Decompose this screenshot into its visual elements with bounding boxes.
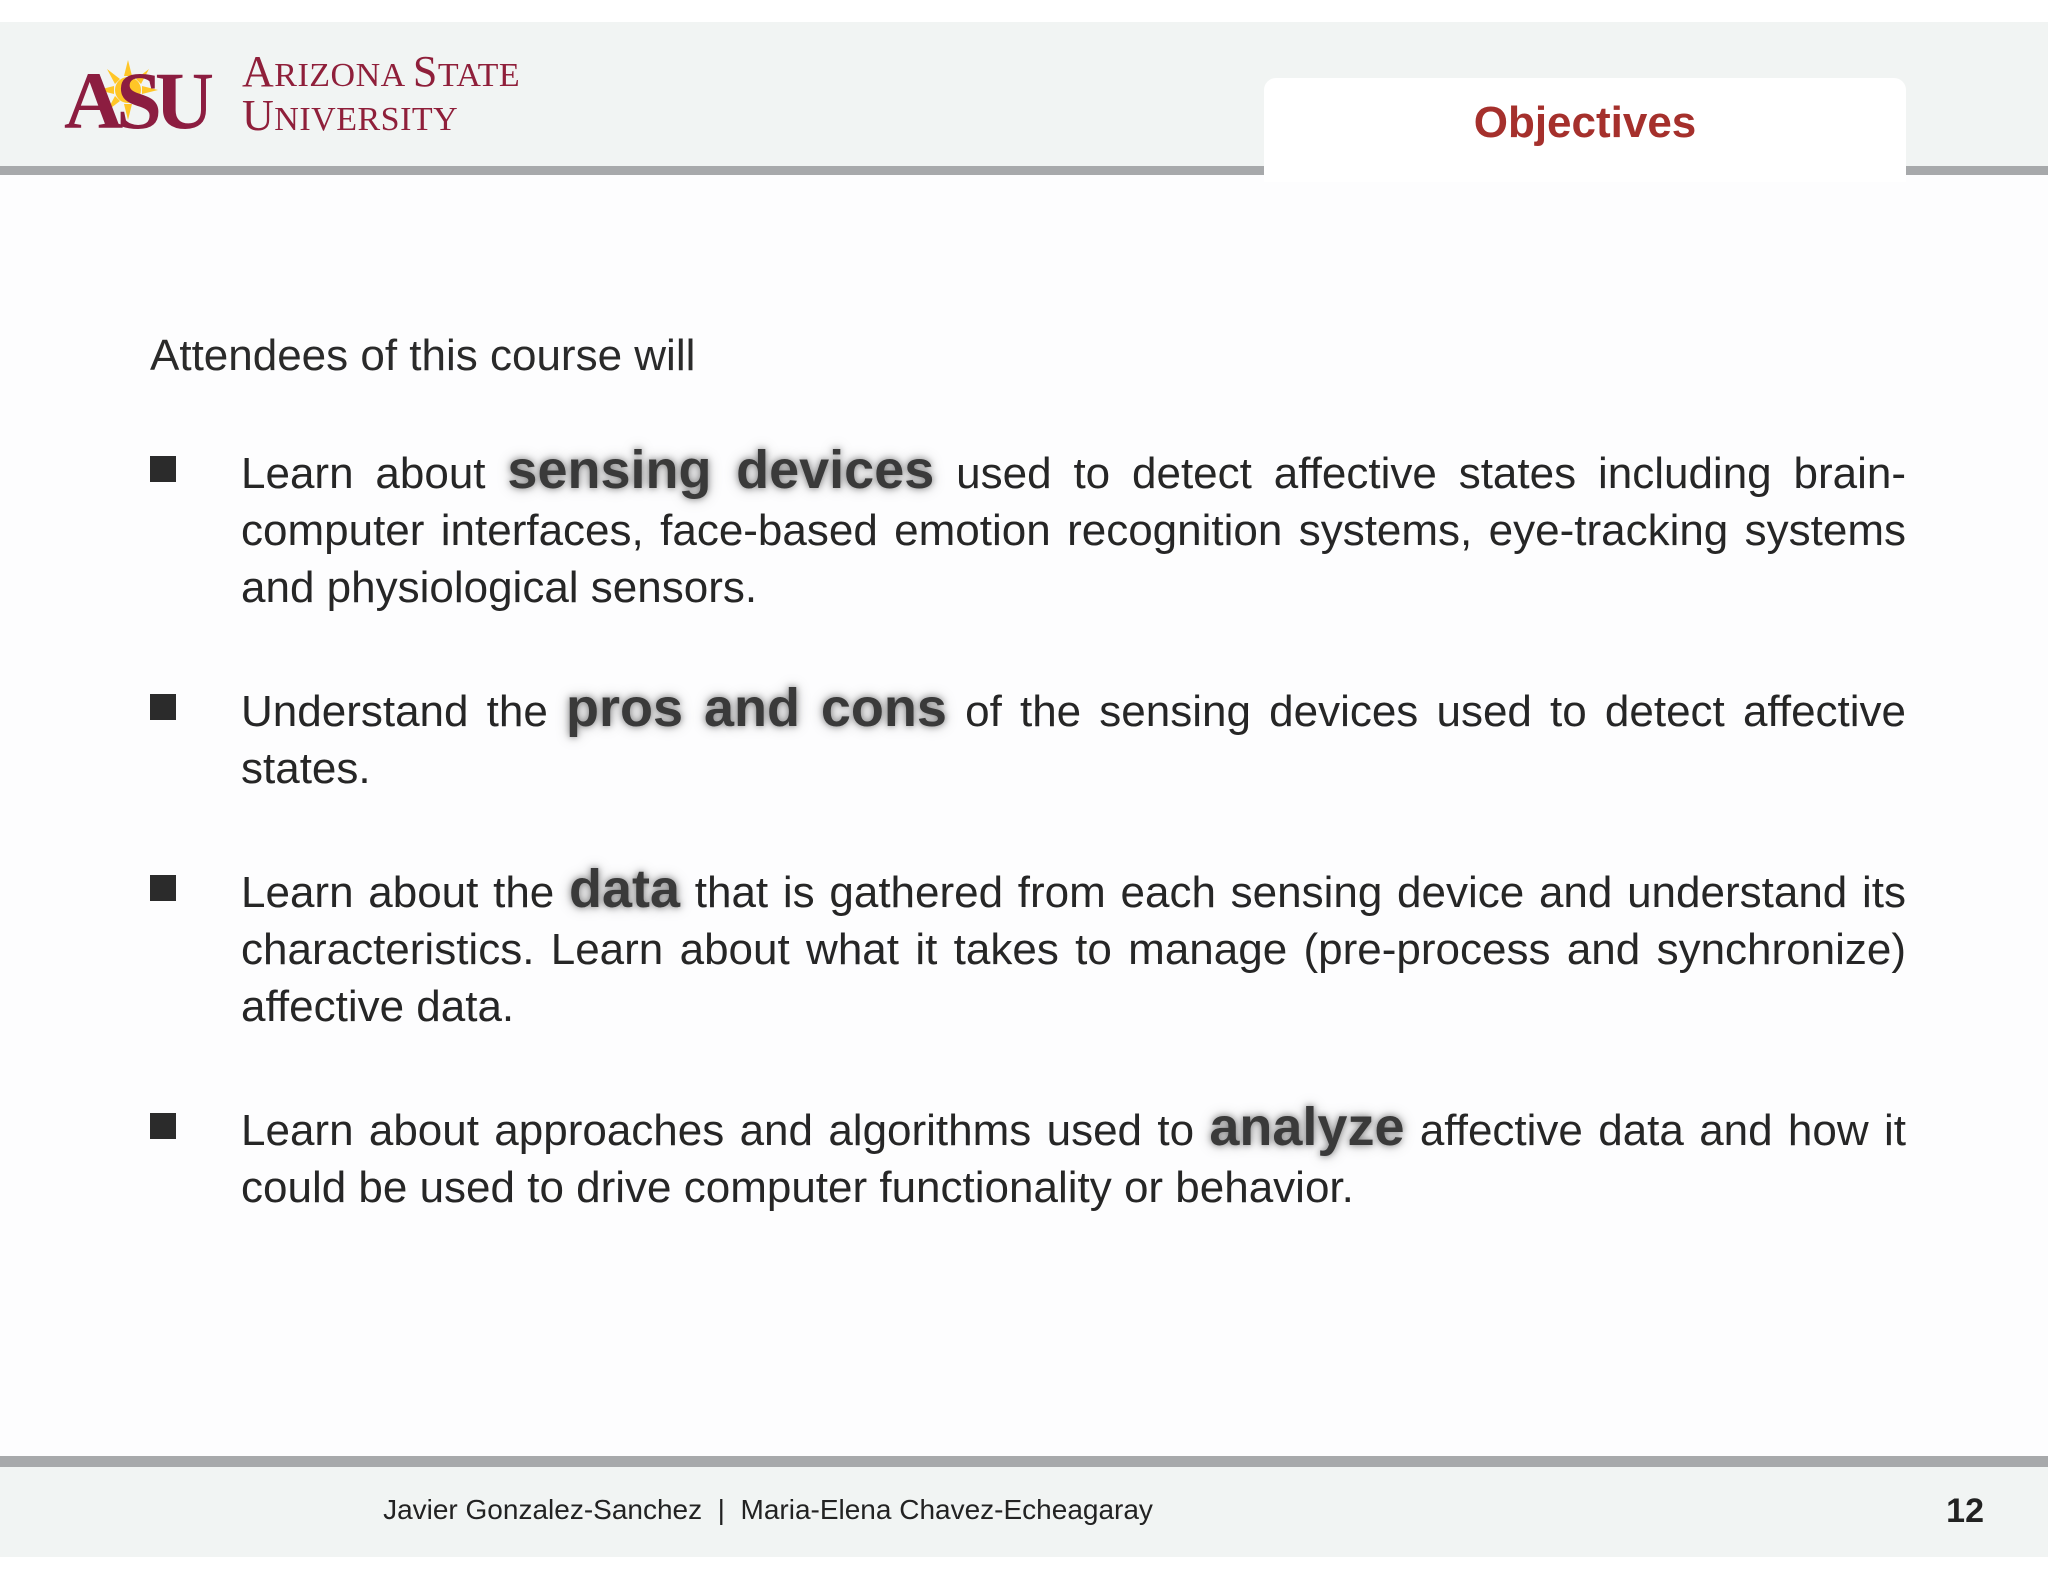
objective-text: Understand the	[241, 687, 566, 736]
objective-text: Learn about	[241, 449, 508, 498]
page-number: 12	[1946, 1492, 1984, 1530]
logo-text-part: TATE	[437, 57, 521, 94]
logo-text-part: RIZONA	[274, 57, 413, 94]
square-bullet-icon	[150, 456, 176, 482]
objective-item	[150, 1099, 1906, 1216]
square-bullet-icon	[150, 694, 176, 720]
objective-item	[150, 442, 1906, 616]
logo-letter: S	[412, 47, 438, 96]
footer-rule	[0, 1456, 2048, 1467]
intro-text: Attendees of this course will	[150, 331, 696, 380]
square-bullet-icon	[150, 875, 176, 901]
objective-keyword: analyze	[1209, 1097, 1405, 1157]
objectives-list	[150, 442, 1906, 1216]
objective-keyword: pros and cons	[565, 678, 947, 738]
logo-mark-text: ASU	[64, 55, 208, 136]
asu-logo	[64, 47, 544, 140]
objective-text: that is gathered from each sensing device and understand its characteristics. Learn about what it takes to manage (pre-process and synchronize) affective data.	[241, 868, 1906, 1031]
objective-item	[150, 861, 1906, 1035]
slide-title: Objectives	[1473, 98, 1697, 147]
logo-letter: A	[242, 47, 275, 96]
top-strip	[0, 0, 2048, 22]
footer-authors: Javier Gonzalez-Sanchez | Maria-Elena Chavez-Echeagaray	[383, 1494, 1153, 1525]
objective-text: used to detect affective states including brain-computer interfaces, face-based emotion recognition systems, eye-tracking systems and physiological sensors.	[241, 449, 1907, 612]
logo-line-arizona-state	[242, 47, 521, 96]
asu-sunburst-logo-icon	[64, 50, 236, 136]
logo-line-university	[242, 91, 520, 140]
objective-keyword: sensing devices	[507, 440, 935, 500]
footer-bottom-strip	[0, 1557, 2048, 1582]
objective-text: Learn about approaches and algorithms used to	[241, 1106, 1210, 1155]
objective-text: Learn about the	[241, 868, 569, 917]
square-bullet-icon	[150, 1113, 176, 1139]
objective-keyword: data	[568, 859, 681, 919]
objective-item	[150, 680, 1906, 797]
objective-text: affective data and how it could be used to drive computer functionality or behavior.	[241, 1106, 1906, 1212]
logo-text-part: NIVERSITY	[274, 101, 459, 138]
objective-text: of the sensing devices used to detect affective states.	[241, 687, 1907, 793]
logo-wordmark	[242, 47, 521, 140]
slide-content	[150, 328, 1906, 1280]
logo-letter: U	[242, 91, 275, 140]
